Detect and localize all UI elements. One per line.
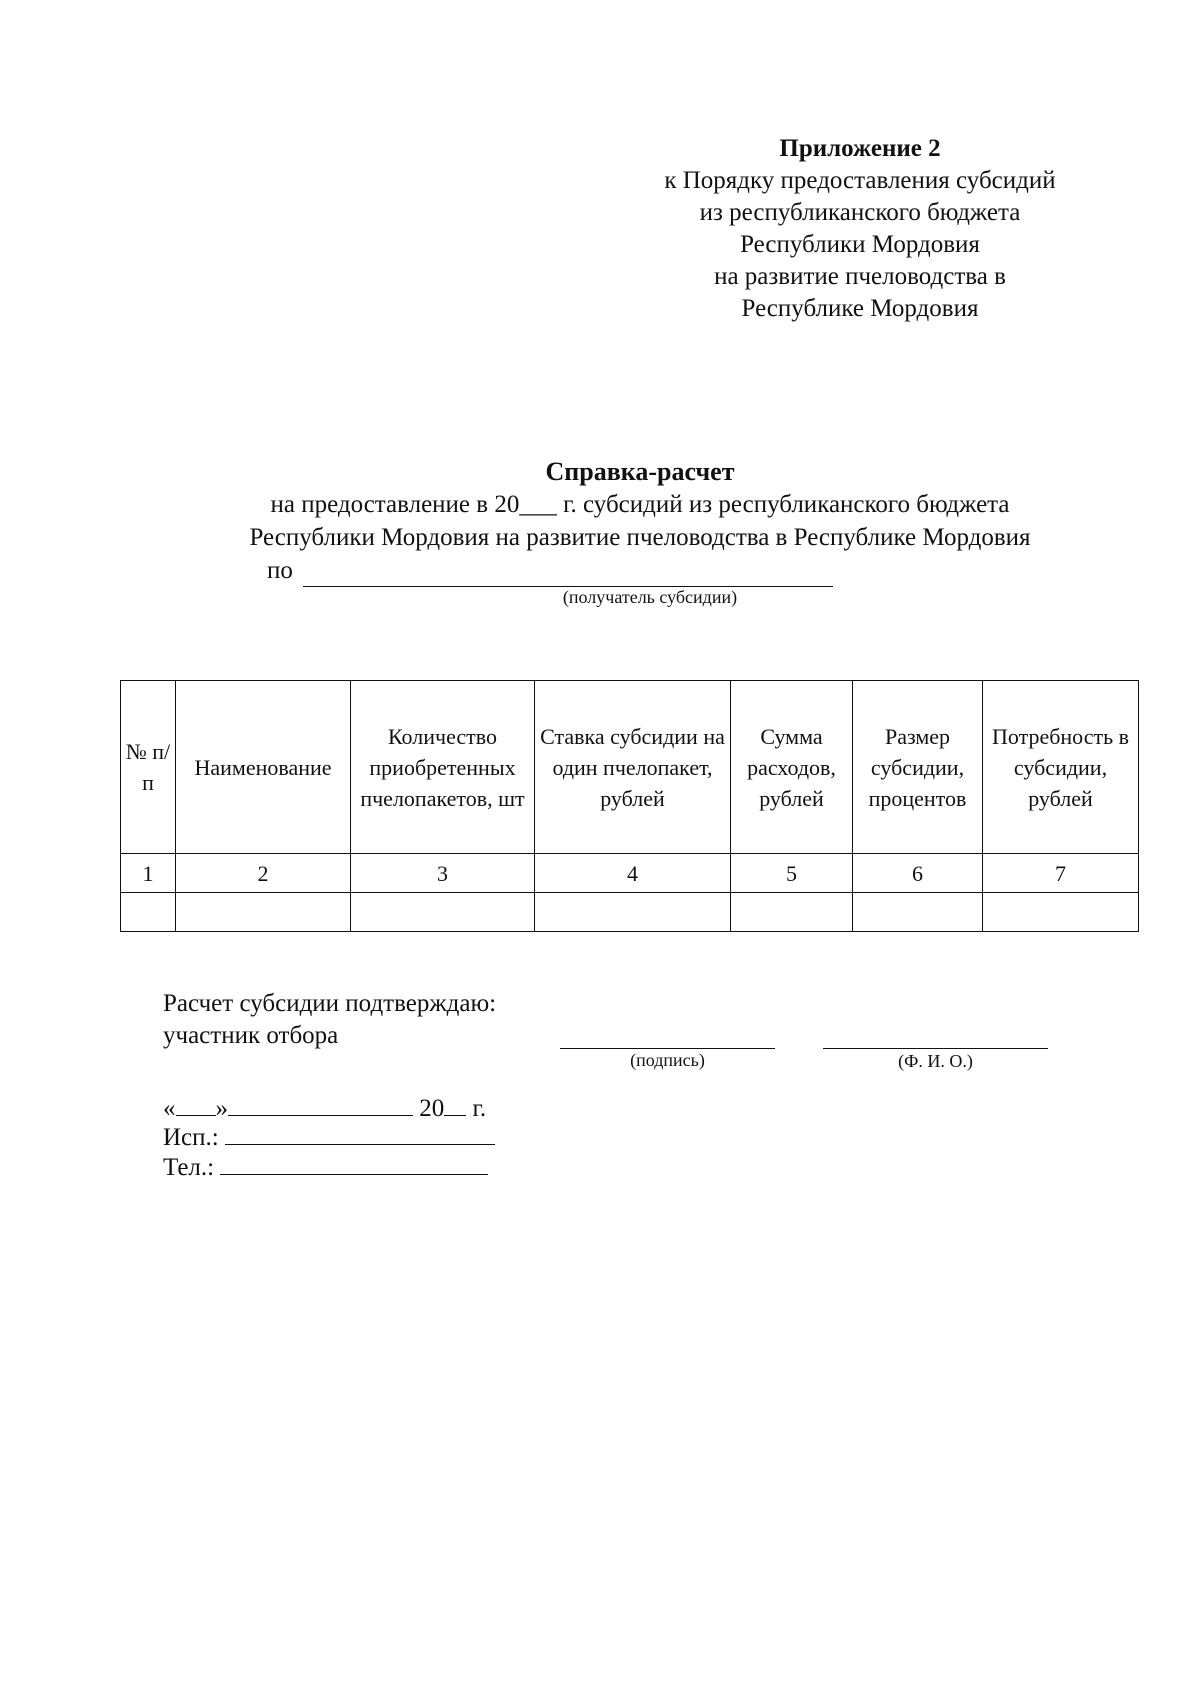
table-cell[interactable]	[121, 893, 176, 932]
signature-field[interactable]	[560, 1048, 775, 1049]
column-number-row	[121, 854, 1139, 893]
column-number: 4	[535, 854, 731, 893]
column-header: Ставка субсидии на один пчелопакет, рублей	[535, 681, 731, 854]
document-heading	[150, 455, 1130, 607]
name-hint: (Ф. И. О.)	[898, 1051, 973, 1071]
column-header: Размер субсидии, процентов	[853, 681, 983, 854]
date-row	[163, 1093, 486, 1125]
phone-label: Тел.:	[163, 1154, 215, 1181]
phone-field[interactable]	[220, 1152, 488, 1175]
appendix-line: из республиканского бюджета	[699, 199, 1021, 226]
year-suffix: г.	[472, 1095, 487, 1122]
column-number: 6	[853, 854, 983, 893]
calculation-table-wrap	[120, 680, 1138, 932]
column-number: 3	[351, 854, 535, 893]
column-number: 5	[731, 854, 853, 893]
recipient-hint: (получатель субсидии)	[562, 587, 738, 607]
appendix-title: Приложение 2	[779, 135, 941, 162]
year-prefix: 20	[419, 1095, 445, 1122]
year-field[interactable]	[444, 1093, 466, 1116]
table-cell[interactable]	[853, 893, 983, 932]
column-header: Наименование	[176, 681, 351, 854]
signature-hint: (подпись)	[630, 1050, 705, 1070]
table-cell[interactable]	[731, 893, 853, 932]
document-subtitle-line: Республики Мордовия на развитие пчеловодства в Республике Мордовия	[249, 524, 1031, 551]
date-close-quote: »	[215, 1095, 228, 1122]
recipient-prefix: по	[267, 557, 293, 584]
column-header: Сумма расходов, рублей	[731, 681, 853, 854]
day-field[interactable]	[176, 1093, 216, 1116]
appendix-line: Республики Мордовия	[740, 231, 980, 258]
column-number: 1	[121, 854, 176, 893]
column-number: 2	[176, 854, 351, 893]
table-header-row	[121, 681, 1139, 854]
table-cell[interactable]	[176, 893, 351, 932]
table-cell[interactable]	[535, 893, 731, 932]
appendix-line: Республике Мордовия	[741, 295, 979, 322]
appendix-line: к Порядку предоставления субсидий	[664, 167, 1056, 194]
document-title: Справка-расчет	[545, 457, 735, 486]
column-header: Потребность в субсидии, рублей	[983, 681, 1139, 854]
recipient-row	[150, 554, 1130, 587]
executor-field[interactable]	[225, 1122, 495, 1145]
document-subtitle-line: на предоставление в 20___ г. субсидий из республиканского бюджета	[270, 491, 1010, 518]
date-open-quote: «	[163, 1095, 176, 1122]
calculation-table	[120, 680, 1139, 932]
recipient-field[interactable]	[303, 558, 833, 587]
confirmation-text: Расчет субсидии подтверждаю:	[163, 990, 497, 1017]
column-header: Количество приобретенных пчелопакетов, шт	[351, 681, 535, 854]
appendix-line: на развитие пчеловодства в	[714, 263, 1006, 290]
confirmation-block	[163, 988, 496, 1052]
appendix-header	[620, 133, 1100, 325]
executor-label: Исп.:	[163, 1124, 219, 1151]
executor-row	[163, 1122, 495, 1154]
month-field[interactable]	[228, 1093, 413, 1116]
name-field[interactable]	[823, 1048, 1048, 1049]
phone-row	[163, 1152, 488, 1184]
table-cell[interactable]	[351, 893, 535, 932]
table-row	[121, 893, 1139, 932]
column-header: № п/п	[121, 681, 176, 854]
column-number: 7	[983, 854, 1139, 893]
participant-label: участник отбора	[163, 1022, 339, 1049]
table-cell[interactable]	[983, 893, 1139, 932]
